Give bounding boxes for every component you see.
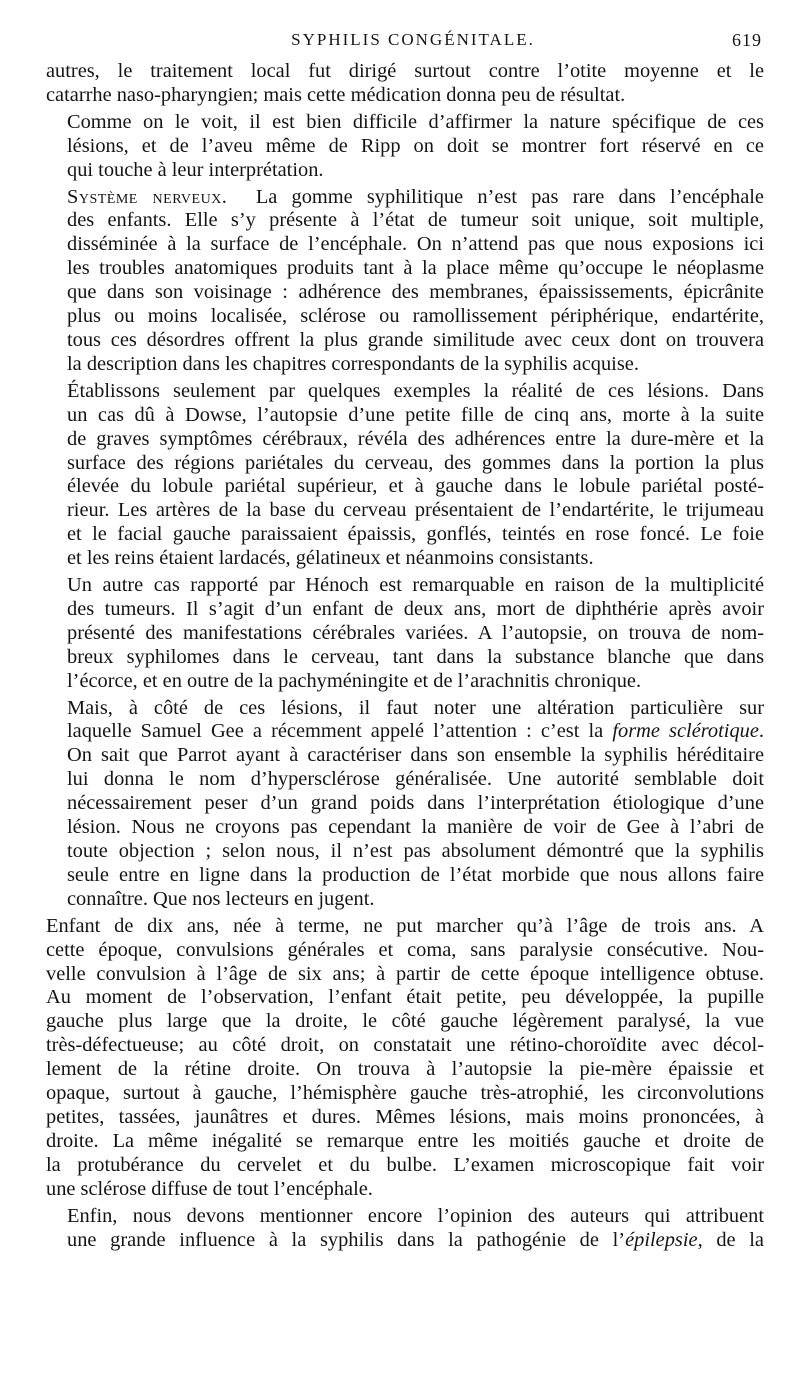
text-fragment: laquelle Samuel Gee a récemment appelé l’attention : c’est la — [67, 720, 613, 743]
text-line: gauche plus large que la droite, le côté gauche légèrement paralysé, la vue — [46, 1010, 764, 1033]
paragraph — [46, 697, 764, 912]
paragraph — [46, 1205, 764, 1253]
text-line: connaître. Que nos lecteurs en jugent. — [67, 887, 375, 910]
text-line: lui donna le nom d’hypersclérose généralisée. Une autorité semblable doit — [67, 768, 764, 791]
text-line: la description dans les chapitres correspondants de la syphilis acquise. — [67, 352, 639, 375]
text-line: que dans son voisinage : adhérence des membranes, épaississements, épicrânite — [67, 281, 764, 304]
text-line: la protubérance du cervelet et du bulbe. L’examen microscopique fait voir — [46, 1153, 764, 1176]
text-line: Au moment de l’observation, l’enfant était petite, peu développée, la pupille — [46, 986, 764, 1009]
text-line-with-heading — [46, 186, 764, 210]
text-line: Enfant de dix ans, née à terme, ne put marcher qu’à l’âge de trois ans. A — [46, 914, 764, 937]
text-line: Mais, à côté de ces lésions, il faut noter une altération particulière sur — [67, 696, 764, 719]
text-line-with-italic — [46, 720, 764, 744]
paragraph — [46, 574, 764, 694]
text-line: rieur. Les artères de la base du cerveau présentaient de l’endartérite, le trijumeau — [67, 499, 764, 522]
text-line: opaque, surtout à gauche, l’hémisphère gauche très-atrophié, les circonvolutions — [46, 1082, 764, 1105]
text-line: qui touche à leur interprétation. — [67, 158, 324, 181]
text-line: Enfin, nous devons mentionner encore l’opinion des auteurs qui attribuent — [67, 1204, 764, 1227]
paragraph — [46, 186, 764, 377]
text-line: Un autre cas rapporté par Hénoch est remarquable en raison de la multiplicité — [67, 574, 764, 597]
running-head — [46, 30, 764, 60]
text-line: les troubles anatomiques produits tant à la place même qu’occupe le néoplasme — [67, 257, 764, 280]
body-text — [46, 60, 764, 1252]
text-line: On sait que Parrot ayant à caractériser dans son ensemble la syphilis héréditaire — [67, 744, 764, 767]
section-heading: Système nerveux. — [67, 185, 228, 208]
text-fragment: . — [758, 720, 765, 743]
text-line: droite. La même inégalité se remarque entre les moitiés gauche et droite de — [46, 1129, 764, 1152]
italic-term: forme sclérotique — [612, 720, 759, 743]
text-line: une sclérose diffuse de tout l’encéphale. — [46, 1177, 373, 1200]
text-line: disséminée à la surface de l’encéphale. On n’attend pas que nous exposions ici — [67, 233, 764, 256]
page-number: 619 — [732, 30, 762, 50]
text-line: lésions, et de l’aveu même de Ripp on doit se montrer fort réservé en ce — [67, 134, 764, 157]
text-line: élevée du lobule pariétal supérieur, et à gauche dans le lobule pariétal posté- — [67, 475, 764, 498]
paragraph — [46, 60, 764, 108]
text-line: toute objection ; selon nous, il n’est pas absolument démontré que la syphilis — [67, 840, 764, 862]
text-line: nécessairement peser d’un grand poids dans l’interprétation étiologique d’une — [67, 792, 764, 815]
text-line: autres, le traitement local fut dirigé surtout contre l’otite moyenne et le — [46, 60, 764, 82]
text-line: des enfants. Elle s’y présente à l’état de tumeur soit unique, soit multiple, — [67, 209, 764, 232]
text-line: un cas dû à Dowse, l’autopsie d’une petite fille de cinq ans, morte à la suite — [67, 403, 764, 426]
text-line: surface des régions pariétales du cerveau, des gommes dans la portion la plus — [67, 451, 764, 474]
paragraph — [46, 915, 764, 1202]
text-line: présenté des manifestations cérébrales variées. A l’autopsie, on trouva de nom- — [67, 621, 764, 644]
text-line: petites, tassées, jaunâtres et dures. Mêmes lésions, mais moins prononcées, à — [46, 1105, 764, 1128]
running-title: SYPHILIS CONGÉNITALE. — [291, 30, 535, 49]
text-line-with-italic — [46, 1229, 764, 1253]
text-fragment: une grande influence à la syphilis dans la pathogénie de l’ — [67, 1228, 626, 1251]
text-fragment: , de la — [697, 1228, 764, 1251]
text-line: velle convulsion à l’âge de six ans; à partir de cette époque intelligence obtuse. — [46, 962, 764, 985]
text-line: des tumeurs. Il s’agit d’un enfant de deux ans, mort de diphthérie après avoir — [67, 597, 764, 620]
paragraph — [46, 380, 764, 571]
text-line: plus ou moins localisée, sclérose ou ramollissement périphérique, endartérite, — [67, 305, 764, 328]
text-line: seule entre en ligne dans la production de l’état morbide que nous allons faire — [67, 863, 764, 886]
text-line: lésion. Nous ne croyons pas cependant la manière de voir de Gee à l’abri de — [67, 816, 764, 839]
text-line: de graves symptômes cérébraux, révéla des adhérences entre la dure-mère et la — [67, 427, 764, 450]
text-line: Comme on le voit, il est bien difficile d’affirmer la nature spécifique de ces — [67, 110, 764, 133]
text-line: très-défectueuse; au côté droit, on constatait une rétino-choroïdite avec décol- — [46, 1034, 764, 1057]
text-line: et les reins étaient lardacés, gélatineux et néanmoins consistants. — [67, 547, 594, 570]
paragraph — [46, 111, 764, 183]
italic-term: épilepsie — [625, 1228, 698, 1251]
text-line: et le facial gauche paraissaient épaissis, gonflés, teintés en rose foncé. Le foie — [67, 523, 764, 546]
text-fragment: La gomme syphilitique n’est pas rare dans l’encéphale — [255, 185, 764, 208]
text-line: Établissons seulement par quelques exemples la réalité de ces lésions. Dans — [67, 379, 764, 402]
text-line: breux syphilomes dans le cerveau, tant dans la substance blanche que dans — [67, 645, 764, 668]
text-line: catarrhe naso-pharyngien; mais cette médication donna peu de résultat. — [46, 83, 626, 106]
text-line: cette époque, convulsions générales et coma, sans paralysie consécutive. Nou- — [46, 938, 764, 961]
text-line: tous ces désordres offrent la plus grande similitude avec ceux dont on trouvera — [67, 328, 764, 351]
text-line: lement de la rétine droite. On trouva à l’autopsie la pie-mère épaissie et — [46, 1058, 764, 1081]
text-line: l’écorce, et en outre de la pachyméningite et de l’arachnitis chronique. — [67, 669, 642, 692]
